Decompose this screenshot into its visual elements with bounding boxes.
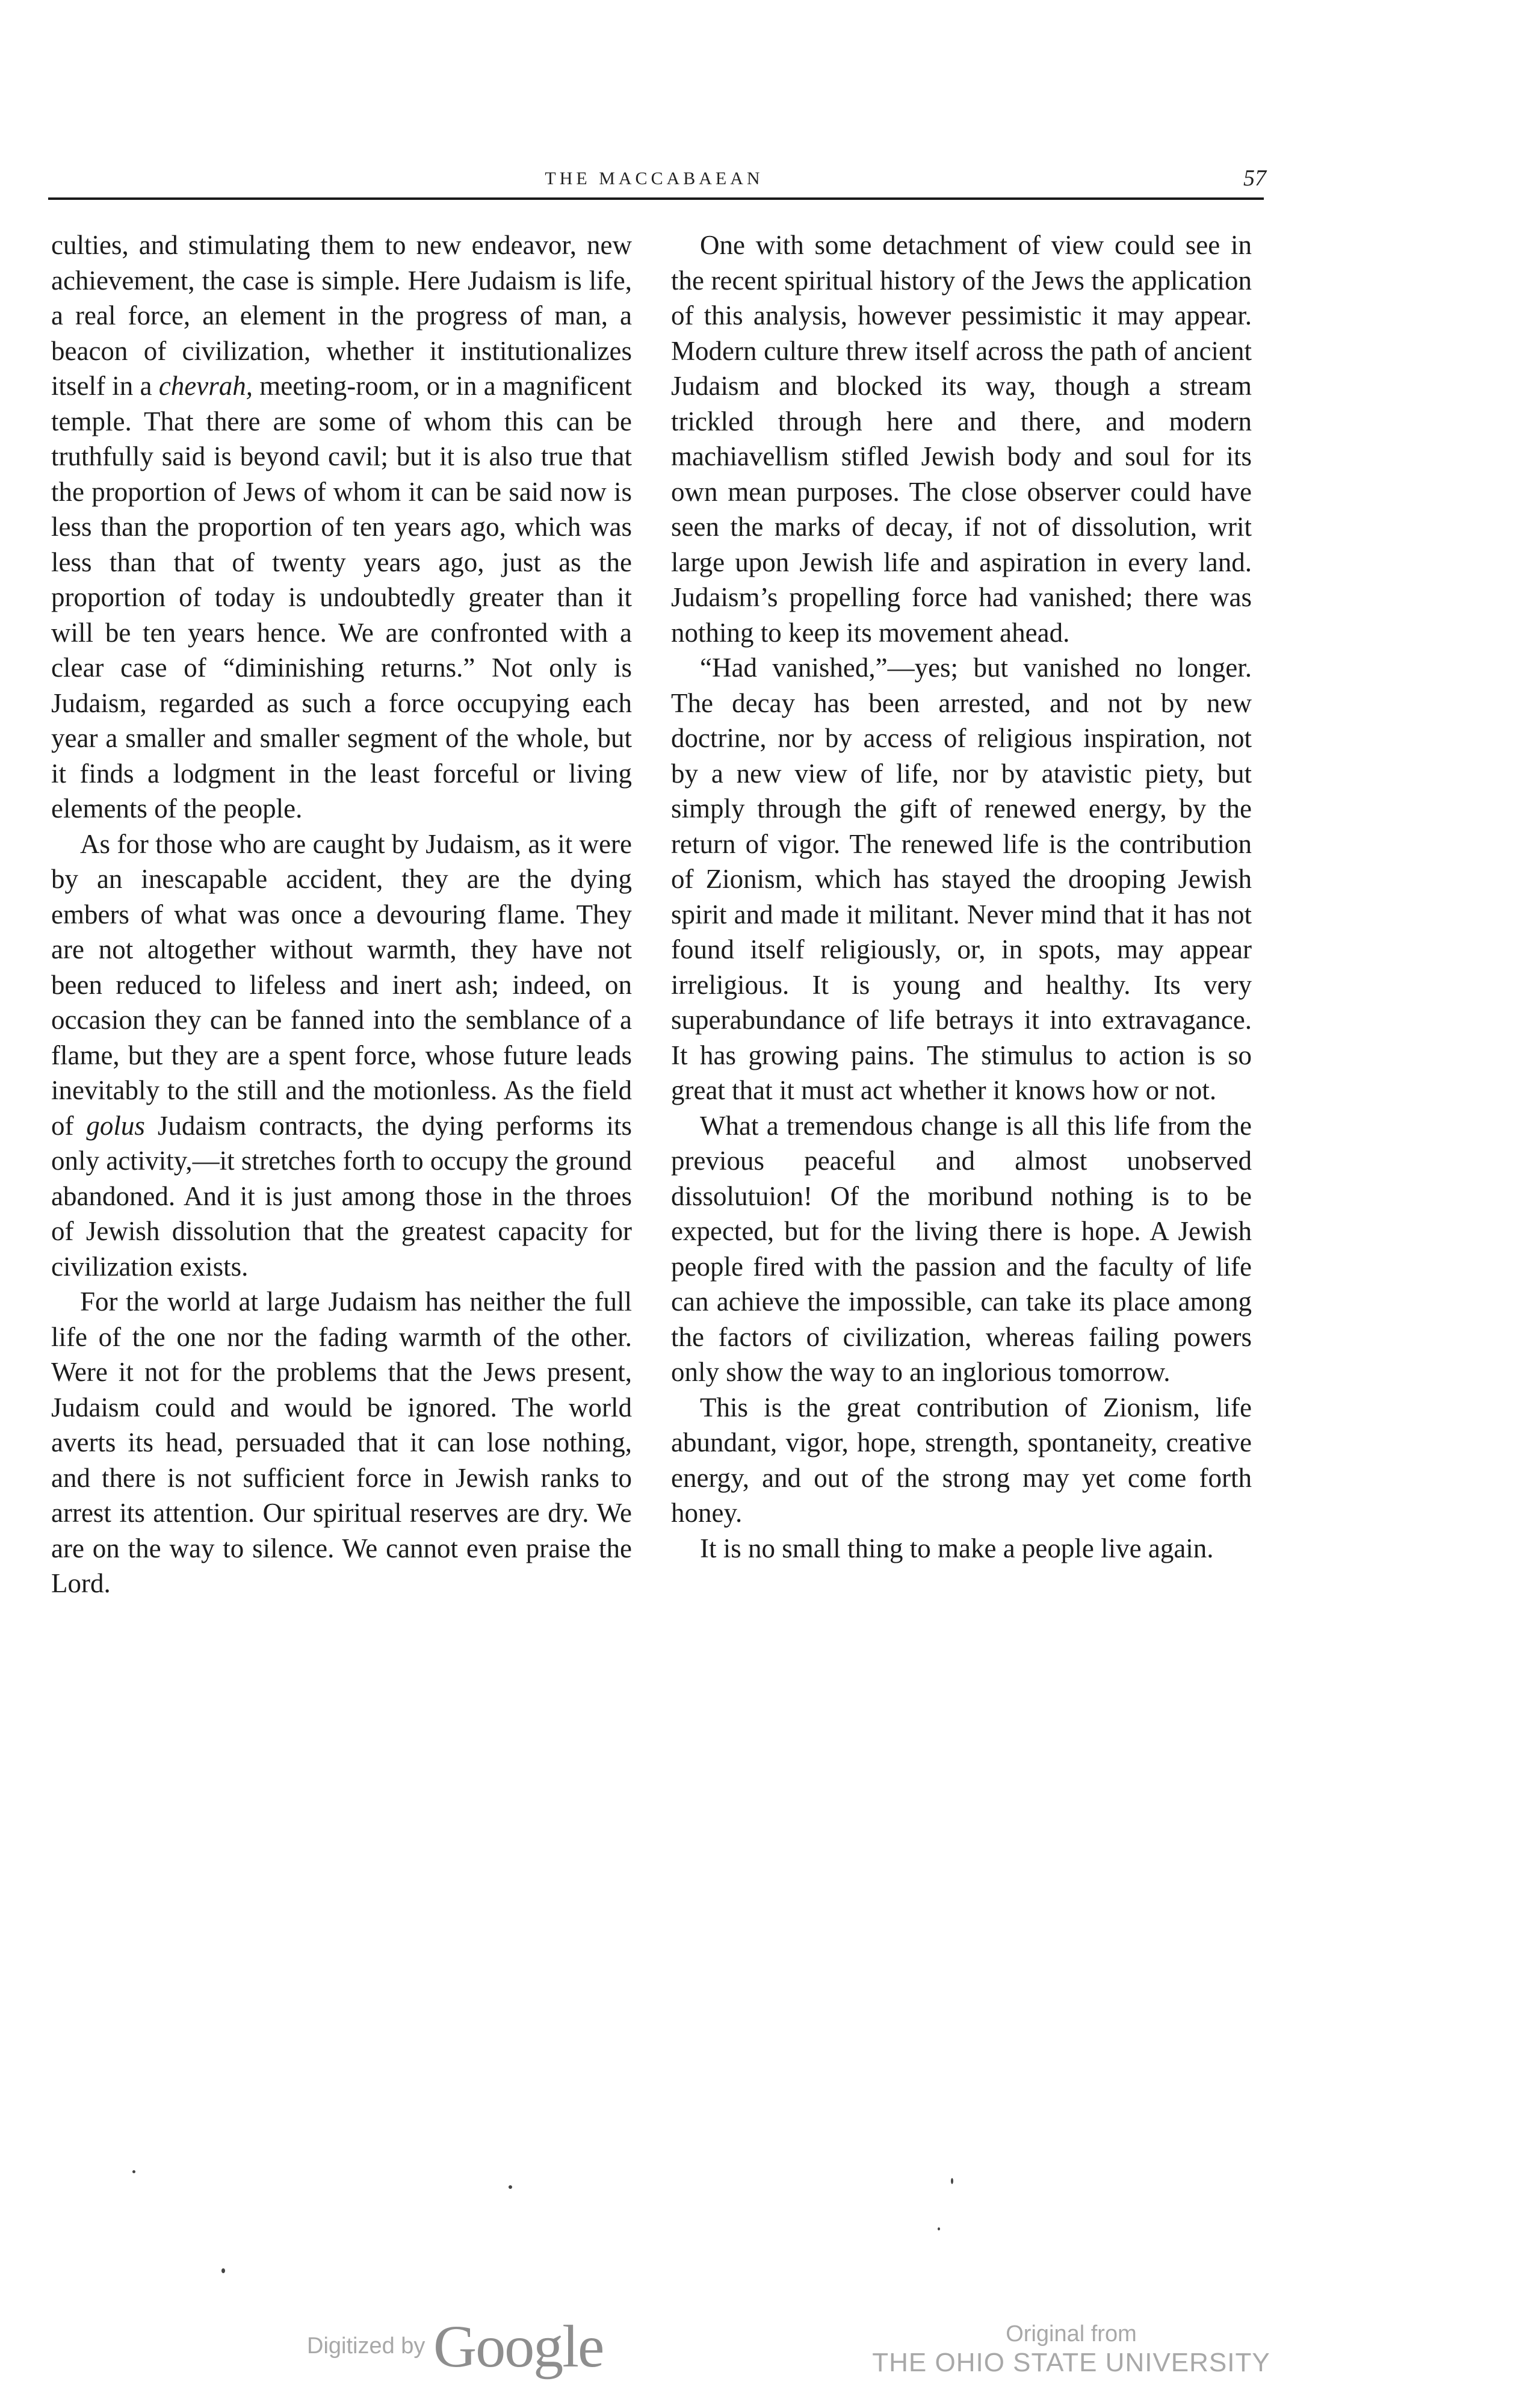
text-run: culties, and stimulating them to new endeavor, new achievement, the case is simple. Here Judaism is life, a real force, an element in the progress of man, a beacon of civilization, whether it institutionalizes itself in a: [51, 230, 632, 401]
university-name: THE OHIO STATE UNIVERSITY: [872, 2348, 1270, 2377]
paragraph: [671, 1390, 1252, 1531]
paragraph: [671, 1108, 1252, 1390]
text-run: Judaism contracts, the dying performs its only activity,—it stretches forth to occupy the ground abandoned. And it is just among those in the throes of Jewish dissolution that the greatest capacity for civilization exists.: [51, 1110, 632, 1282]
paragraph: [51, 228, 632, 827]
digitized-by-google: [307, 2312, 644, 2378]
text-run: It is no small thing to make a people live again.: [700, 1533, 1214, 1563]
scan-speck: [509, 2185, 512, 2189]
italic-run: chevrah,: [158, 371, 253, 401]
page-number: 57: [1243, 166, 1266, 191]
original-from-label: Original from: [1006, 2321, 1137, 2347]
digitized-by-label: Digitized by: [307, 2333, 425, 2359]
google-logo: Google: [433, 2313, 604, 2380]
paragraph: [671, 228, 1252, 650]
text-run: One with some detachment of view could see in the recent spiritual history of the Jews the application of this analysis, however pessimistic it may appear. Modern culture threw itself across the path of ancient Judaism and blocked its way, though a stream trickled through here and there, and modern machiavellism stifled Jewish body and soul for its own mean purposes. The close observer could have seen the marks of decay, if not of dissolution, writ large upon Jewish life and aspiration in every land. Judaism’s propelling force had vanished; there was nothing to keep its movement ahead.: [671, 230, 1252, 648]
paragraph: [51, 827, 632, 1285]
scan-speck: [938, 2227, 940, 2230]
paragraph: [671, 1531, 1252, 1566]
text-run: What a tremendous change is all this life from the previous peaceful and almost unobserved dissolutuion! Of the moribund nothing is to be expected, but for the living there is hope. A Jewish people fired with the passion and the faculty of life can achieve the impossible, can take its place among the factors of civilization, whereas failing powers only show the way to an inglorious tomorrow.: [671, 1110, 1252, 1387]
original-source: [867, 2321, 1276, 2393]
header-rule: [48, 197, 1264, 200]
scan-speck: [951, 2178, 953, 2184]
text-run: For the world at large Judaism has neither the full life of the one nor the fading warmth of the other. Were it not for the problems that the Jews present, Judaism could and would be ignored. The world averts its head, persuaded that it can lose nothing, and there is not sufficient force in Jewish ranks to arrest its attention. Our spiritual reserves are dry. We are on the way to silence. We cannot even praise the Lord.: [51, 1286, 632, 1598]
scan-speck: [221, 2268, 225, 2273]
text-run: meeting-room, or in a magnificent temple. That there are some of whom this can be truthfully said is beyond cavil; but it is also true that the proportion of Jews of whom it can be said now is less than the proportion of ten years ago, which was less than that of twenty years ago, just as the proportion of today is undoubtedly greater than it will be ten years hence. We are confronted with a clear case of “diminishing returns.” Not only is Judaism, regarded as such a force occupying each year a smaller and smaller segment of the whole, but it finds a lodgment in the least forceful or living elements of the people.: [51, 371, 632, 824]
text-run: This is the great contribution of Zionism, life abundant, vigor, hope, strength, spontaneity, creative energy, and out of the strong may yet come forth honey.: [671, 1392, 1252, 1528]
text-run: As for those who are caught by Judaism, as it were by an inescapable accident, they are the dying embers of what was once a devouring flame. They are not altogether without warmth, they have not been reduced to lifeless and inert ash; indeed, on occasion they can be fanned into the semblance of a flame, but they are a spent force, whose future leads inevitably to the still and the motionless. As the field of: [51, 828, 632, 1141]
running-header: [48, 163, 1266, 199]
left-column: [51, 228, 632, 1601]
scan-speck: [132, 2170, 135, 2173]
right-column: [671, 228, 1252, 1566]
paragraph: [671, 650, 1252, 1108]
paragraph: [51, 1284, 632, 1601]
text-run: “Had vanished,”—yes; but vanished no longer. The decay has been arrested, and not by new doctrine, nor by access of religious inspiration, not by a new view of life, nor by atavistic piety, but simply through the gift of renewed energy, by the return of vigor. The renewed life is the contribution of Zionism, which has stayed the drooping Jewish spirit and made it militant. Never mind that it has not found itself religiously, or, in spots, may appear irreligious. It is young and healthy. Its very superabundance of life betrays it into extravagance. It has growing pains. The stimulus to action is so great that it must act whether it knows how or not.: [671, 653, 1252, 1105]
running-title: THE MACCABAEAN: [545, 169, 764, 188]
italic-run: golus: [86, 1110, 145, 1141]
